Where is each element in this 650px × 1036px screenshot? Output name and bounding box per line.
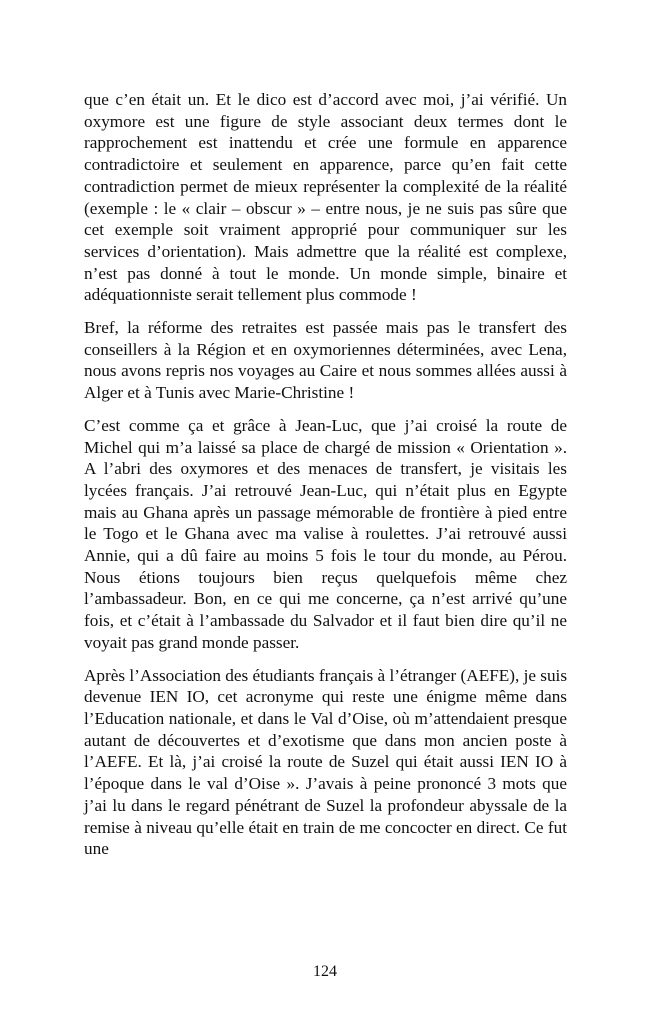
paragraph-4: Après l’Association des étudiants français à l’étranger (AEFE), je suis devenue IEN IO, cet acronyme qui reste une énigme même dans l’Education nationale, et dans le Val d’Oise, où m’attendaient presque autant de découvertes et d’exotisme que dans mon ancien poste à l’AEFE. Et là, j’ai croisé la route de Suzel qui était aussi IEN IO à l’époque dans le val d’Oise ». J’avais à peine prononcé 3 mots que j’ai lu dans le regard pénétrant de Suzel la profondeur abyssale de la remise à niveau qu’elle était en train de me concocter en direct. Ce fut une xyxy=(84,665,568,859)
paragraph-3: C’est comme ça et grâce à Jean-Luc, que j’ai croisé la route de Michel qui m’a laissé sa place de chargé de mission « Orientation ». A l’abri des oxymores et des menaces de transfert, je visitais les lycées français. J’ai retrouvé Jean-Luc, qui n’était plus en Egypte mais au Ghana après un passage mémorable de frontière à pied entre le Togo et le Ghana avec ma valise à roulettes. J’ai retrouvé aussi Annie, qui a dû faire au moins 5 fois le tour du monde, au Pérou. Nous étions toujours bien reçus quelquefois même chez l’ambassadeur. Bon, en ce qui me concerne, ça n’est arrivé qu’une fois, et c’était à l’ambassade du Salvador et il faut bien dire qu’il ne voyait pas grand monde passer. xyxy=(84,415,567,652)
page-body xyxy=(84,89,567,871)
paragraph-1: que c’en était un. Et le dico est d’accord avec moi, j’ai vérifié. Un oxymore est une figure de style associant deux termes dont le rapprochement est inattendu et crée une formule en apparence contradictoire et seulement en apparence, parce qu’en fait cette contradiction permet de mieux représenter la complexité de la réalité (exemple : le « clair – obscur » – entre nous, je ne suis pas sûre que cet exemple soit vraiment approprié pour communiquer sur les services d’orientation). Mais admettre que la réalité est complexe, n’est pas donné à tout le monde. Un monde simple, binaire et adéquationniste serait tellement plus commode ! xyxy=(84,90,567,305)
page-number: 124 xyxy=(313,963,337,980)
paragraph-2: Bref, la réforme des retraites est passée mais pas le transfert des conseillers à la Région et en oxymoriennes déterminées, avec Lena, nous avons repris nos voyages au Caire et nous sommes allées aussi à Alger et à Tunis avec Marie-Christine ! xyxy=(84,318,567,403)
